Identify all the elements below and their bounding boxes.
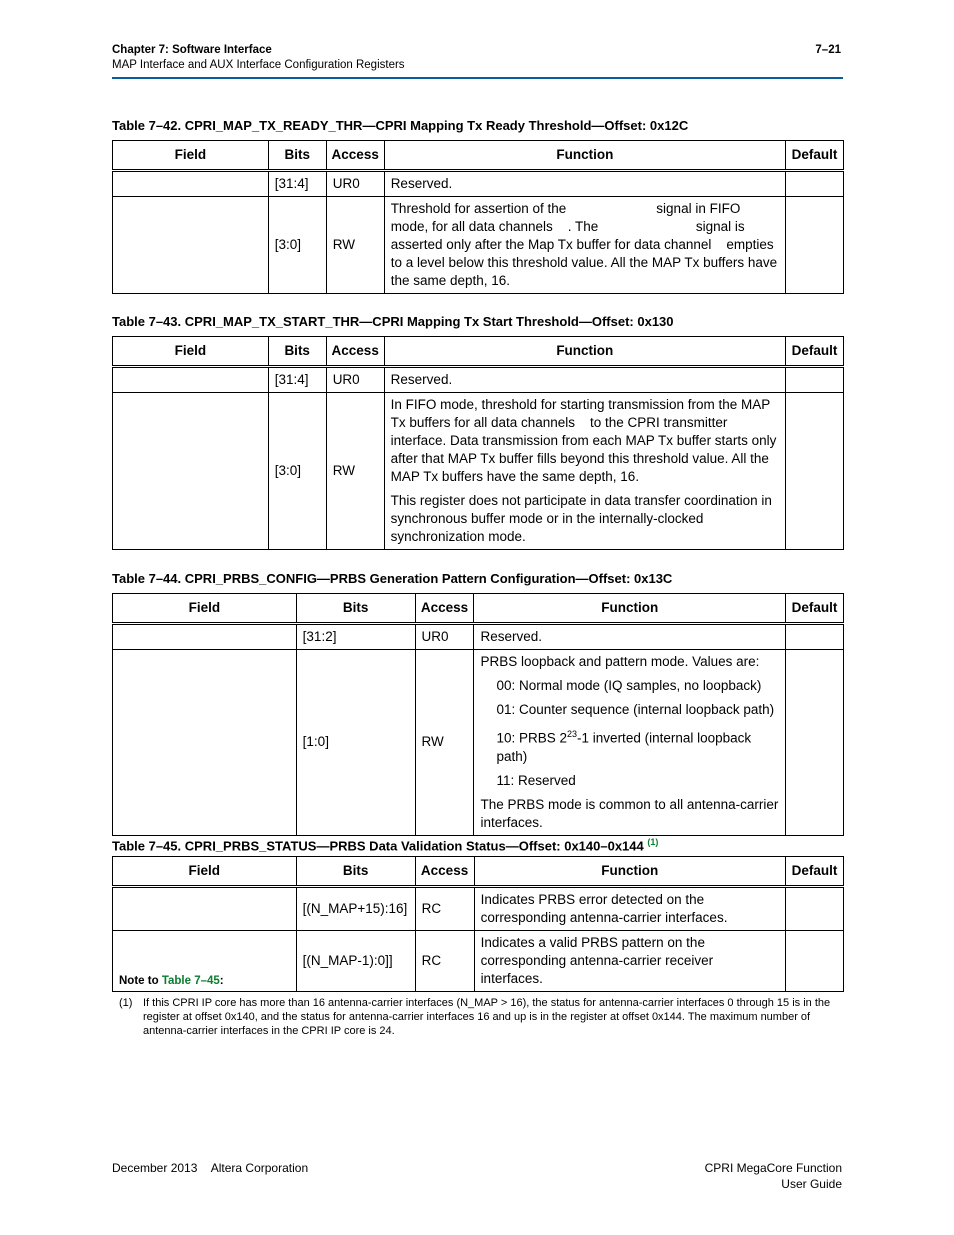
col-default: Default: [785, 337, 843, 367]
access-cell: UR0: [326, 367, 384, 393]
access-cell: RW: [415, 650, 474, 836]
function-cell: Reserved.: [384, 171, 785, 197]
bits-cell: [31:4]: [268, 171, 326, 197]
function-paragraph: This register does not participate in data transfer coordination in synchronous buffer mode or in the internally-clocked synchronization mode.: [390, 493, 772, 544]
col-function: Function: [474, 594, 785, 624]
col-bits: Bits: [268, 141, 326, 171]
prbs-base: 10: PRBS 2: [496, 730, 568, 746]
table-7-44: [112, 593, 844, 836]
default-cell: [785, 367, 843, 393]
function-cell: [384, 393, 785, 550]
col-function: Function: [384, 141, 785, 171]
col-bits: Bits: [296, 857, 415, 887]
col-bits: Bits: [268, 337, 326, 367]
default-cell: [785, 197, 843, 294]
table-row: [113, 367, 844, 393]
default-cell: [785, 650, 843, 836]
table-header-row: [113, 141, 844, 171]
page-header: [112, 43, 843, 73]
bits-cell: [31:4]: [268, 367, 326, 393]
access-cell: RC: [415, 887, 474, 931]
table-7-42-caption: Table 7–42. CPRI_MAP_TX_READY_THR—CPRI Mapping Tx Ready Threshold—Offset: 0x12C: [112, 118, 689, 133]
access-cell: RW: [326, 393, 384, 550]
col-default: Default: [785, 857, 843, 887]
col-field: Field: [113, 857, 297, 887]
section-title: MAP Interface and AUX Interface Configuration Registers: [112, 59, 405, 71]
table-7-43: [112, 336, 844, 550]
caption-text: Table 7–45. CPRI_PRBS_STATUS—PRBS Data Validation Status—Offset: 0x140–0x144: [112, 838, 644, 854]
function-cell: Indicates a valid PRBS pattern on the corresponding antenna-carrier receiver interfaces.: [474, 931, 785, 992]
access-cell: RC: [415, 931, 474, 992]
footnote-number: (1): [119, 997, 133, 1009]
table-row: [113, 171, 844, 197]
table-row: [113, 393, 844, 550]
bits-cell: [3:0]: [268, 393, 326, 550]
col-function: Function: [384, 337, 785, 367]
field-cell: [113, 887, 297, 931]
default-cell: [785, 393, 843, 550]
page-footer-right: [705, 1160, 842, 1192]
table-7-44-caption: Table 7–44. CPRI_PRBS_CONFIG—PRBS Generation Pattern Configuration—Offset: 0x13C: [112, 571, 673, 586]
table-row: [113, 887, 844, 931]
table-7-45-caption: [112, 834, 658, 854]
col-function: Function: [474, 857, 785, 887]
bits-cell: [(N_MAP-1):0]]: [296, 931, 415, 992]
table-7-45: [112, 856, 844, 992]
table-row: [113, 650, 844, 836]
prbs-tail: -1 inverted (internal loopback path): [496, 730, 752, 764]
footer-doc: User Guide: [781, 1177, 842, 1191]
note-label: Note to: [119, 975, 162, 987]
field-cell: [113, 197, 269, 294]
function-cell: Indicates PRBS error detected on the corresponding antenna-carrier interfaces.: [474, 887, 785, 931]
chapter-title: Chapter 7: Software Interface: [112, 44, 272, 56]
header-rule: [112, 77, 843, 79]
footer-product: CPRI MegaCore Function: [704, 1161, 842, 1175]
page-number: 7–21: [815, 44, 841, 56]
bits-cell: [1:0]: [296, 650, 415, 836]
footnote: [119, 996, 839, 1038]
field-cell: [113, 171, 269, 197]
col-field: Field: [113, 141, 269, 171]
col-access: Access: [326, 337, 384, 367]
table-header-row: [113, 337, 844, 367]
table-header-row: [113, 594, 844, 624]
bits-cell: [31:2]: [296, 624, 415, 650]
value-option: [480, 725, 778, 766]
footer-date: December 2013: [112, 1161, 198, 1175]
col-field: Field: [113, 337, 269, 367]
access-cell: UR0: [415, 624, 474, 650]
note-table-link[interactable]: Table 7–45: [161, 975, 220, 987]
function-intro: PRBS loopback and pattern mode. Values are:: [480, 654, 760, 669]
function-paragraph: In FIFO mode, threshold for starting transmission from the MAP Tx buffers for all data channels to the CPRI transmitter interface. Data transmission from each MAP Tx buffer starts only after that MAP Tx buffer fills beyond this threshold value. All the MAP Tx buffers have the same depth, 16.: [390, 397, 781, 484]
note-colon: :: [219, 975, 224, 987]
default-cell: [785, 171, 843, 197]
table-7-42: [112, 140, 844, 294]
col-bits: Bits: [296, 594, 415, 624]
function-outro: The PRBS mode is common to all antenna-carrier interfaces.: [480, 796, 779, 830]
table-row: [113, 624, 844, 650]
footnote-text: If this CPRI IP core has more than 16 antenna-carrier interfaces (N_MAP > 16), the status for antenna-carrier interfaces 0 through 15 is in the register at offset 0x140, and the status for antenna-carrier interfaces 16 and up is in the register at offset 0x144. The maximum number of antenna-carrier interfaces in the CPRI IP core is 24.: [143, 997, 831, 1037]
bits-cell: [3:0]: [268, 197, 326, 294]
default-cell: [785, 887, 843, 931]
footer-company: Altera Corporation: [210, 1161, 309, 1175]
field-cell: [113, 624, 297, 650]
function-cell: Reserved.: [384, 367, 785, 393]
access-cell: UR0: [326, 171, 384, 197]
default-cell: [785, 624, 843, 650]
field-cell: [113, 650, 297, 836]
col-default: Default: [785, 594, 843, 624]
field-cell: [113, 393, 269, 550]
value-option: 00: Normal mode (IQ samples, no loopback): [496, 678, 762, 693]
table-row: [113, 197, 844, 294]
prbs-exponent: 23: [567, 729, 578, 739]
field-cell: [113, 367, 269, 393]
table-note: [119, 975, 224, 987]
function-cell: Threshold for assertion of the signal in FIFO mode, for all data channels . The signal is asserted only after the Map Tx buffer for data channel empties to a level below this threshold value. All the MAP Tx buffers have the same depth, 16.: [384, 197, 785, 294]
col-access: Access: [415, 594, 474, 624]
table-header-row: [113, 857, 844, 887]
access-cell: RW: [326, 197, 384, 294]
bits-cell: [(N_MAP+15):16]: [296, 887, 415, 931]
caption-footnote-link[interactable]: (1): [647, 837, 659, 847]
page-footer-left: [112, 1160, 308, 1176]
value-option: 01: Counter sequence (internal loopback path): [496, 702, 775, 717]
table-7-43-caption: Table 7–43. CPRI_MAP_TX_START_THR—CPRI Mapping Tx Start Threshold—Offset: 0x130: [112, 314, 674, 329]
default-cell: [785, 931, 843, 992]
col-default: Default: [785, 141, 843, 171]
col-access: Access: [326, 141, 384, 171]
function-cell: Reserved.: [474, 624, 785, 650]
col-field: Field: [113, 594, 297, 624]
function-cell: [474, 650, 785, 836]
col-access: Access: [415, 857, 474, 887]
value-option: 11: Reserved: [496, 772, 576, 788]
